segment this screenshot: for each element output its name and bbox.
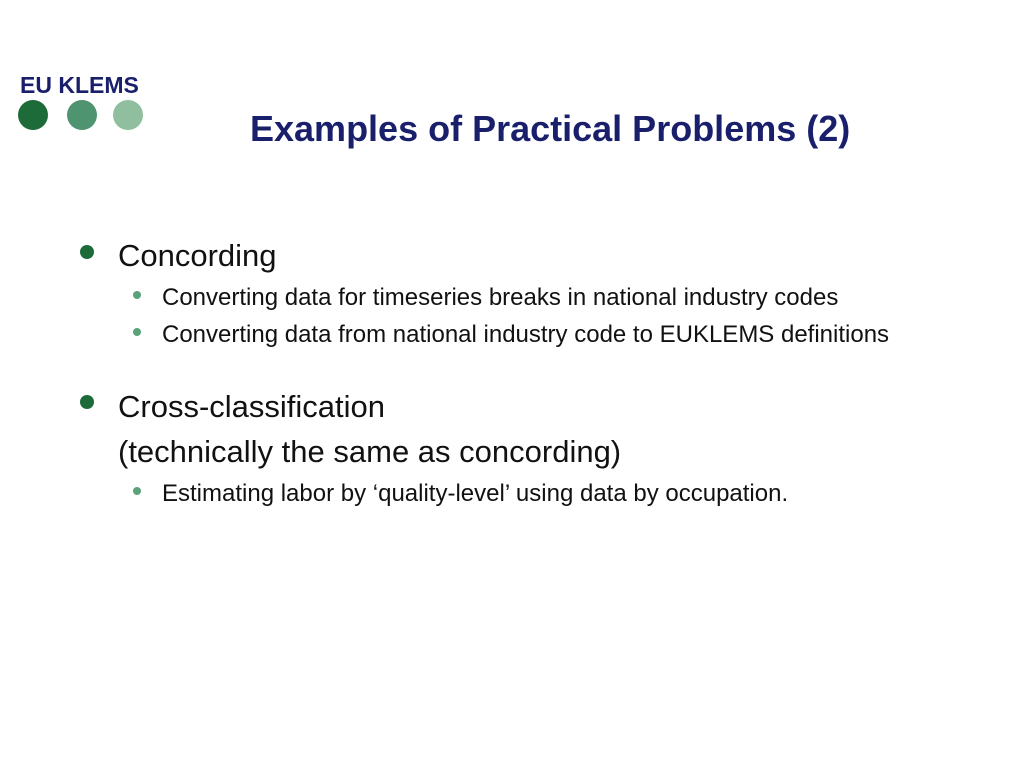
bullet-dot-icon xyxy=(80,245,94,259)
bullet-dot-icon xyxy=(80,395,94,409)
bullet-cross-classification: Cross-classification xyxy=(118,389,386,424)
sub-bullet-timeseries-breaks: Converting data for timeseries breaks in national industry codes xyxy=(162,284,839,311)
logo-dot-2 xyxy=(67,100,97,130)
sub-bullet-national-to-euklems: Converting data from national industry code to EUKLEMS definitions xyxy=(162,321,890,348)
sub-bullet-dot-icon xyxy=(133,291,141,299)
logo-dot-1 xyxy=(18,100,48,130)
logo-text: EU KLEMS xyxy=(20,72,139,98)
sub-bullet-dot-icon xyxy=(133,328,141,336)
sub-bullet-estimating-labor: Estimating labor by ‘quality-level’ using data by occupation. xyxy=(162,480,789,507)
logo-dot-3 xyxy=(113,100,143,130)
sub-bullet-dot-icon xyxy=(133,487,141,495)
bullet-concording: Concording xyxy=(118,238,277,273)
bullet-cross-classification-note: (technically the same as concording) xyxy=(118,434,622,469)
eu-klems-logo xyxy=(18,72,153,134)
slide-title: Examples of Practical Problems (2) xyxy=(250,108,851,149)
